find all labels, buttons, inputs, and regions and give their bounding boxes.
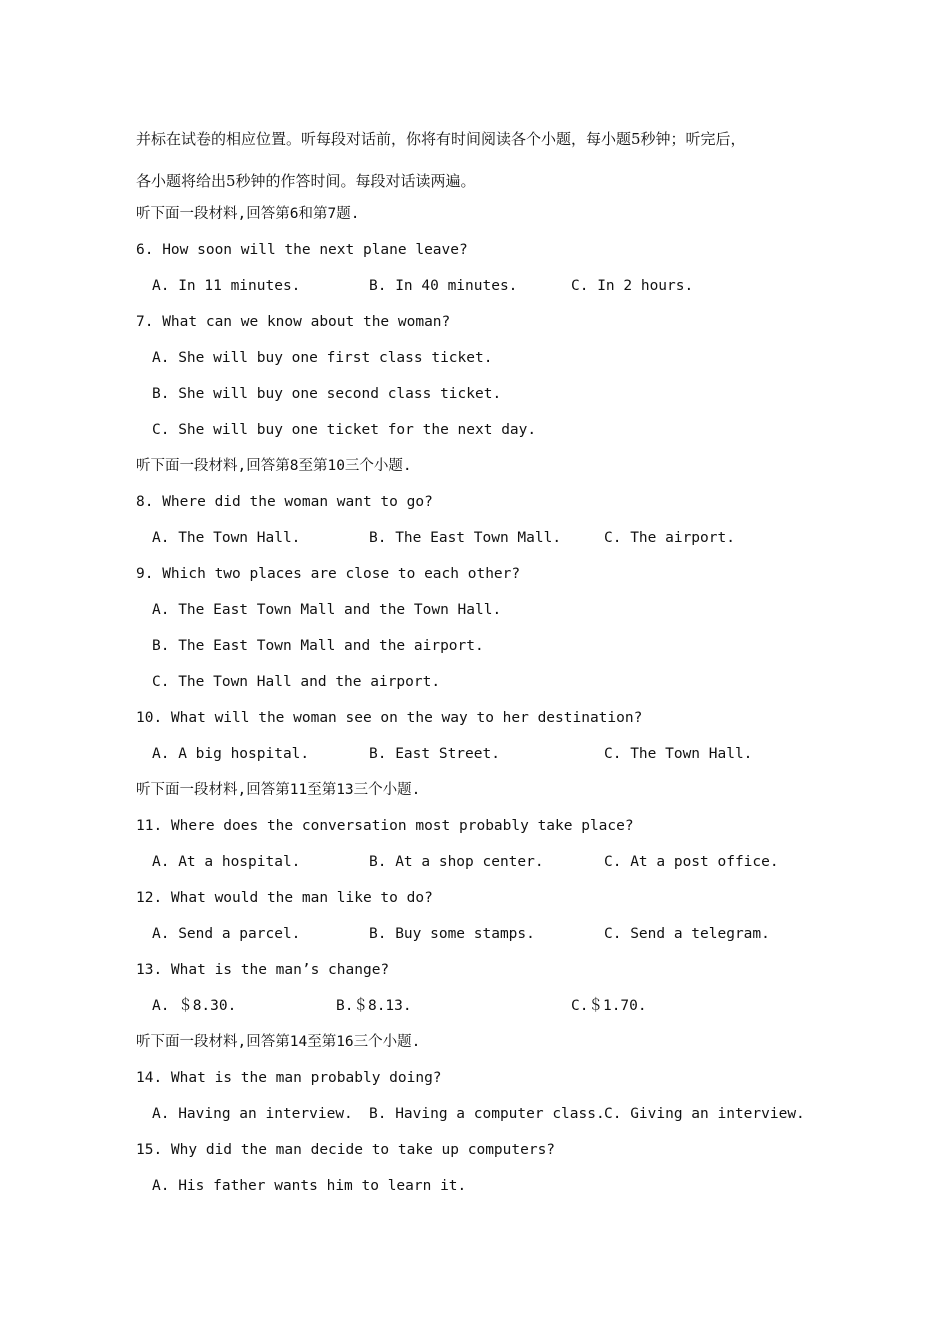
option-8a: A. The Town Hall. (152, 530, 301, 546)
instructions-line-2: 各小题将给出5秒钟的作答时间。每段对话读两遍。 (136, 172, 476, 190)
question-10: 10. What will the woman see on the way to her destination? (136, 710, 643, 726)
question-12: 12. What would the man like to do? (136, 890, 433, 906)
option-6b: B. In 40 minutes. (369, 278, 518, 294)
question-9: 9. Which two places are close to each other? (136, 566, 521, 582)
option-14b: B. Having a computer class. (369, 1106, 605, 1122)
question-15: 15. Why did the man decide to take up computers? (136, 1142, 556, 1158)
question-8: 8. Where did the woman want to go? (136, 494, 433, 510)
option-15a: A. His father wants him to learn it. (152, 1178, 467, 1194)
option-14a: A. Having an interview. (152, 1106, 353, 1122)
option-8c: C. The airport. (604, 530, 735, 546)
section-heading: 听下面一段材料,回答第6和第7题. (136, 206, 360, 222)
section-heading: 听下面一段材料,回答第8至第10三个小题. (136, 458, 412, 474)
section-heading: 听下面一段材料,回答第11至第13三个小题. (136, 782, 421, 798)
option-13a: A. ＄8.30. (152, 998, 237, 1014)
option-6c: C. In 2 hours. (571, 278, 694, 294)
option-7b: B. She will buy one second class ticket. (152, 386, 502, 402)
option-11a: A. At a hospital. (152, 854, 301, 870)
option-10b: B. East Street. (369, 746, 500, 762)
option-10c: C. The Town Hall. (604, 746, 753, 762)
question-6: 6. How soon will the next plane leave? (136, 242, 468, 258)
question-13: 13. What is the man’s change? (136, 962, 390, 978)
option-14c: C. Giving an interview. (604, 1106, 805, 1122)
option-6a: A. In 11 minutes. (152, 278, 301, 294)
option-7a: A. She will buy one first class ticket. (152, 350, 493, 366)
instructions-line-1: 并标在试卷的相应位置。听每段对话前，你将有时间阅读各个小题，每小题5秒钟；听完后， (136, 130, 746, 148)
question-7: 7. What can we know about the woman? (136, 314, 451, 330)
option-13c: C.＄1.70. (571, 998, 647, 1014)
option-7c: C. She will buy one ticket for the next day. (152, 422, 537, 438)
option-12c: C. Send a telegram. (604, 926, 770, 942)
option-9b: B. The East Town Mall and the airport. (152, 638, 484, 654)
question-14: 14. What is the man probably doing? (136, 1070, 442, 1086)
option-13b: B.＄8.13. (336, 998, 412, 1014)
option-8b: B. The East Town Mall. (369, 530, 562, 546)
option-9a: A. The East Town Mall and the Town Hall. (152, 602, 502, 618)
option-11b: B. At a shop center. (369, 854, 544, 870)
option-10a: A. A big hospital. (152, 746, 310, 762)
option-12b: B. Buy some stamps. (369, 926, 535, 942)
question-11: 11. Where does the conversation most probably take place? (136, 818, 634, 834)
option-12a: A. Send a parcel. (152, 926, 301, 942)
option-9c: C. The Town Hall and the airport. (152, 674, 441, 690)
section-heading: 听下面一段材料,回答第14至第16三个小题. (136, 1034, 421, 1050)
option-11c: C. At a post office. (604, 854, 779, 870)
